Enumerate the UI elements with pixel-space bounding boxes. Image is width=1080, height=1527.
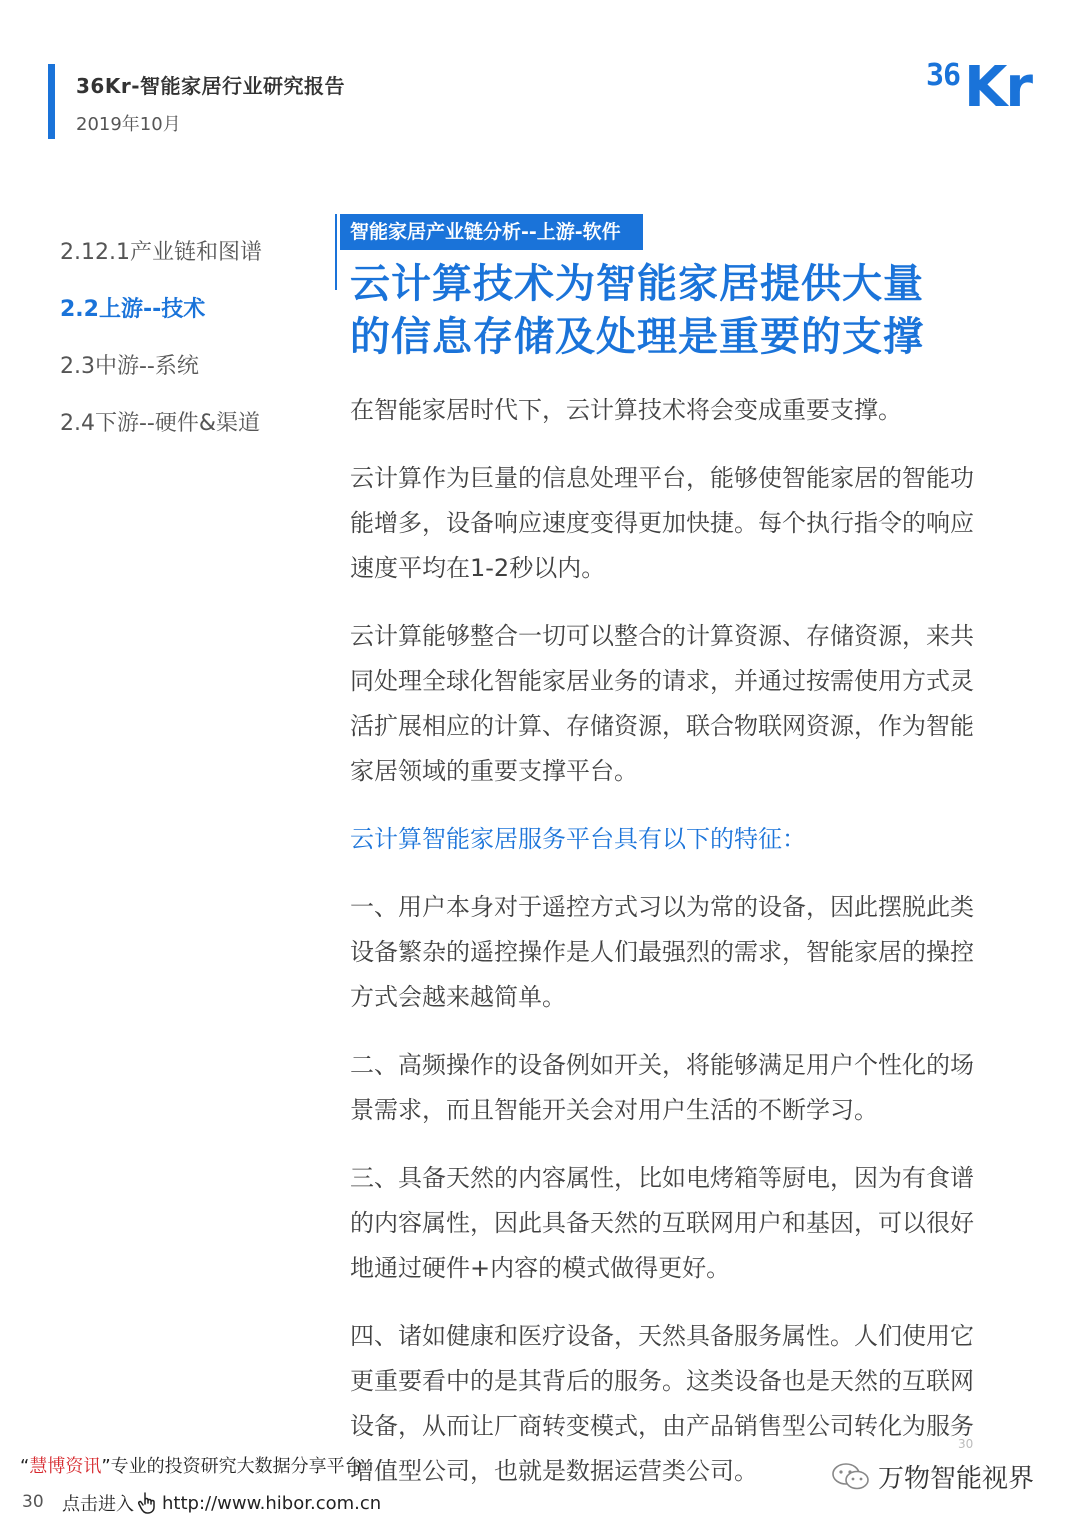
toc-item-2-1[interactable]: 2.12.1产业链和图谱	[60, 240, 262, 265]
hibor-brand: 慧博资讯	[29, 1456, 102, 1477]
paragraph: 在智能家居时代下，云计算技术将会变成重要支撑。	[350, 396, 902, 424]
toc-item-2-2-active[interactable]: 2.2上游--技术	[60, 297, 206, 322]
wechat-icon	[830, 1461, 872, 1493]
link-prefix: 点击进入	[62, 1494, 134, 1515]
paragraph: 云计算作为巨量的信息处理平台，能够使智能家居的智能功能增多，设备响应速度变得更加快捷。每个执行指令的响应速度平均在1-2秒以内。	[350, 464, 974, 582]
logo-36: 36	[926, 58, 961, 93]
feature-item: 一、用户本身对于遥控方式习以为常的设备，因此摆脱此类设备繁杂的遥控操作是人们最强烈的需求，智能家居的操控方式会越来越简单。	[350, 893, 974, 1011]
report-date: 2019年10月	[76, 114, 181, 135]
logo-kr: Kr	[964, 55, 1032, 120]
page-headline	[350, 258, 990, 364]
toc-item-2-4[interactable]: 2.4下游--硬件&渠道	[60, 411, 261, 436]
36kr-logo	[926, 55, 1041, 128]
hibor-promo: “慧博资讯”专业的投资研究大数据分享平台	[20, 1456, 363, 1477]
table-of-contents	[60, 234, 262, 462]
feature-item: 四、诸如健康和医疗设备，天然具备服务属性。人们使用它更重要看中的是其背后的服务。这类设备也是天然的互联网设备，从而让厂商转变模式，由产品销售型公司转化为服务增值型公司，也就是数据运营类公司。	[350, 1322, 974, 1485]
paragraph: 云计算能够整合一切可以整合的计算资源、存储资源，来共同处理全球化智能家居业务的请求，并通过按需使用方式灵活扩展相应的计算、存储资源，联合物联网资源，作为智能家居领域的重要支撑平台。	[350, 622, 974, 785]
feature-item: 三、具备天然的内容属性，比如电烤箱等厨电，因为有食谱的内容属性，因此具备天然的互联网用户和基因，可以很好地通过硬件+内容的模式做得更好。	[350, 1164, 974, 1282]
page-number-faint: 30	[958, 1437, 974, 1451]
section-tag: 智能家居产业链分析--上游-软件	[340, 214, 643, 250]
feature-item: 二、高频操作的设备例如开关，将能够满足用户个性化的场景需求，而且智能开关会对用户生活的不断学习。	[350, 1051, 974, 1124]
link-url[interactable]: http://www.hibor.com.cn	[162, 1492, 382, 1514]
header-accent-bar	[48, 64, 55, 139]
promo-text: 专业的投资研究大数据分享平台	[110, 1456, 363, 1477]
page-number: 30	[22, 1492, 44, 1512]
features-heading: 云计算智能家居服务平台具有以下的特征：	[350, 825, 806, 853]
body-text	[350, 388, 990, 1517]
headline-line-2: 的信息存储及处理是重要的支撑	[350, 314, 924, 360]
section-divider-line	[335, 214, 337, 290]
pointing-hand-icon	[138, 1491, 158, 1515]
watermark-text: 万物智能视界	[878, 1464, 1035, 1494]
headline-line-1: 云计算技术为智能家居提供大量	[350, 261, 924, 307]
wechat-watermark	[830, 1458, 1034, 1495]
hibor-link[interactable]	[62, 1490, 381, 1516]
report-title: 36Kr-智能家居行业研究报告	[76, 74, 345, 98]
toc-item-2-3[interactable]: 2.3中游--系统	[60, 354, 199, 379]
